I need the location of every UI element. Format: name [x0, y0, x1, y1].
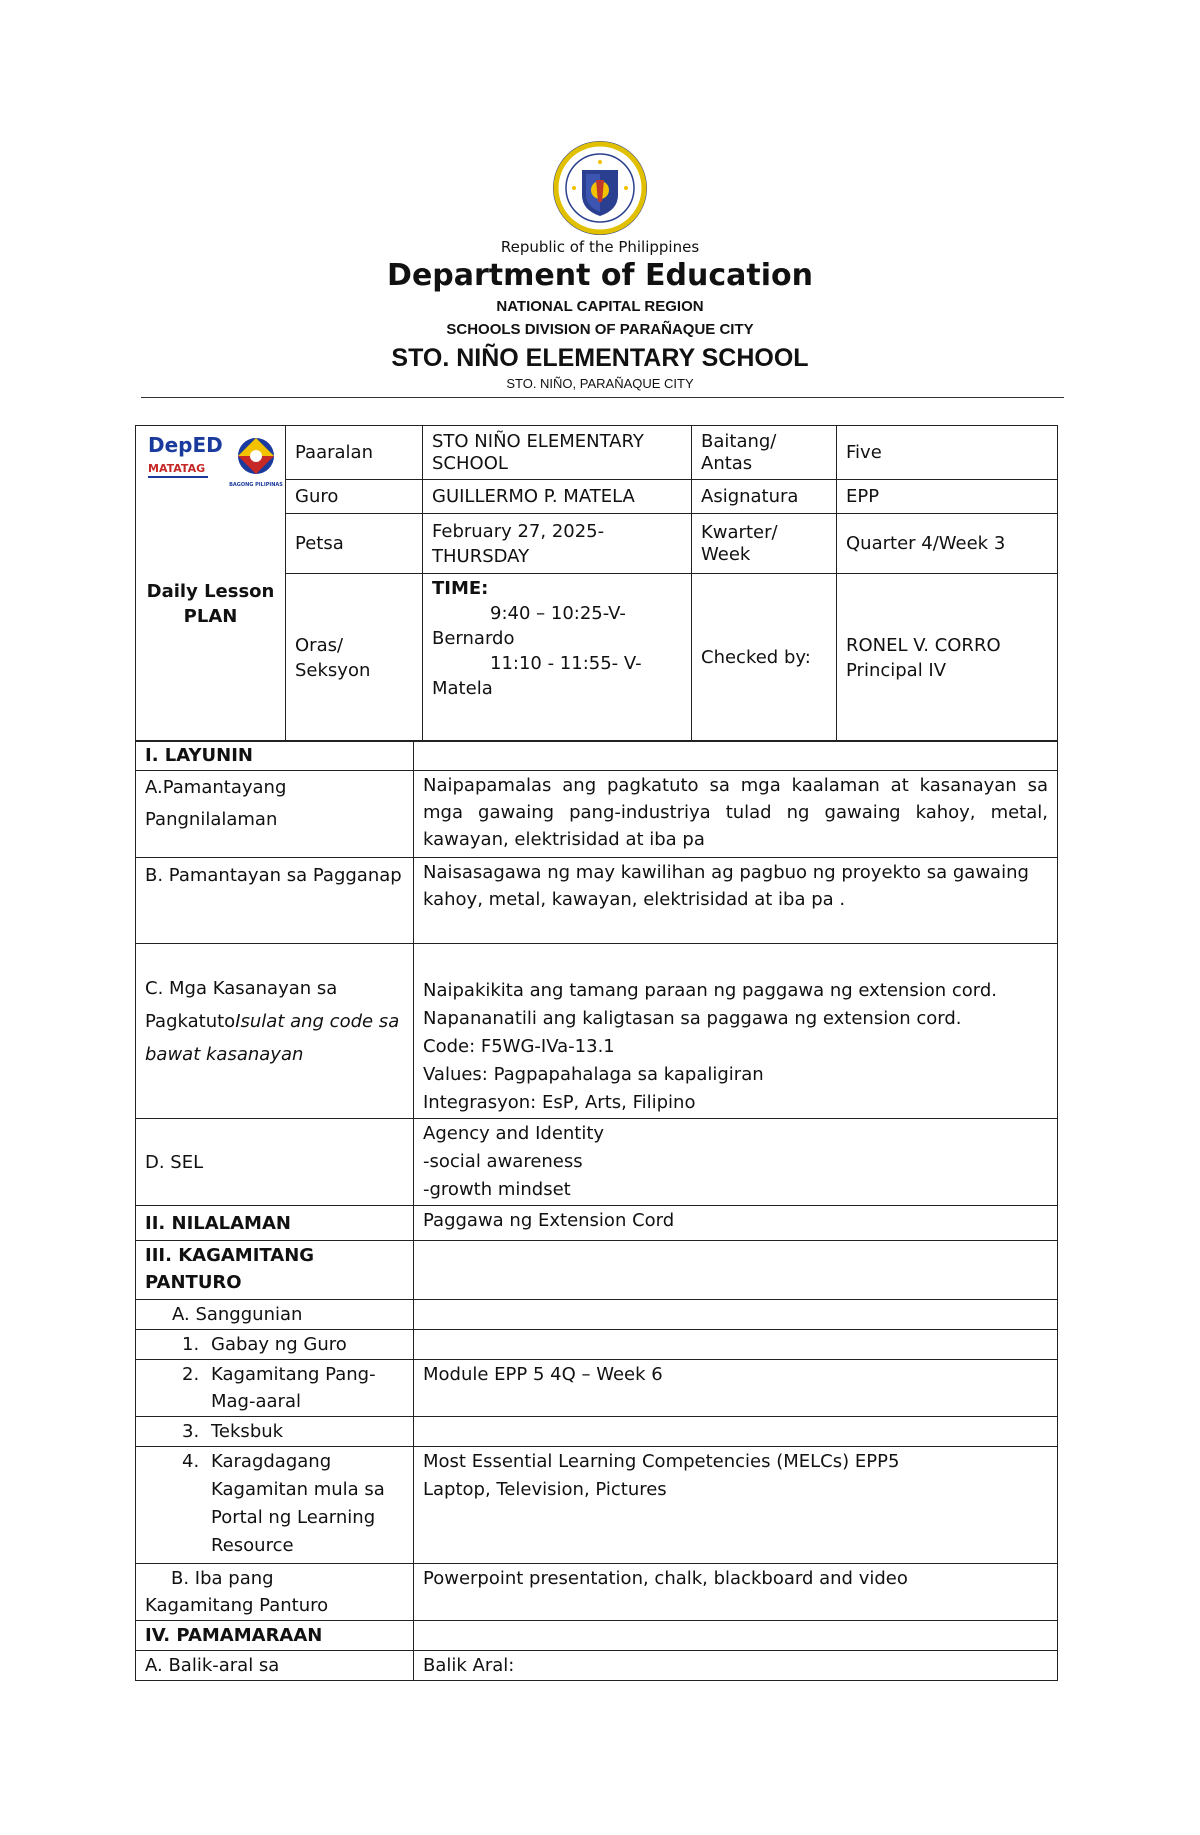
lesson-info-table — [135, 425, 1058, 742]
pamantayan-pagganap-label: B. Pamantayan sa Pagganap — [136, 858, 414, 944]
pamantayang-pangnilalaman-label: A.Pamantayang Pangnilalaman — [136, 771, 414, 858]
gabay-guro-number: 1. — [182, 1334, 200, 1355]
region-line: NATIONAL CAPITAL REGION — [496, 298, 704, 315]
iba-pang-kagamitan-line1: B. Iba pang — [171, 1568, 274, 1589]
gabay-guro-text: Gabay ng Guro — [211, 1334, 347, 1355]
svg-text:DepED: DepED — [148, 433, 223, 457]
teksbuk-value — [414, 1417, 1058, 1447]
checker-cell — [837, 574, 1058, 742]
karagdagang-kagamitan-label — [136, 1447, 414, 1564]
plan-title: Daily Lesson PLAN — [146, 580, 275, 627]
balik-aral-label: A. Balik-aral sa — [136, 1651, 414, 1681]
sel-label: D. SEL — [136, 1119, 414, 1206]
time-slot-2a: 11:10 - 11:55- V- — [490, 653, 642, 674]
time-heading: TIME: — [432, 578, 489, 599]
division-line: SCHOOLS DIVISION OF PARAÑAQUE CITY — [446, 321, 754, 338]
pamamaraan-value — [414, 1621, 1058, 1651]
time-slot-1b: Bernardo — [432, 628, 515, 649]
time-section-label: Oras/ Seksyon — [286, 574, 423, 742]
checker-title: Principal IV — [846, 659, 947, 681]
school-address: STO. NIÑO, PARAÑAQUE CITY — [506, 376, 694, 391]
grade-value: Five — [837, 426, 1058, 480]
quarter-value: Quarter 4/Week 3 — [837, 514, 1058, 574]
date-label: Petsa — [286, 514, 423, 574]
school-name: STO. NIÑO ELEMENTARY SCHOOL — [391, 344, 809, 372]
teksbuk-text: Teksbuk — [211, 1421, 284, 1442]
nilalaman-label: II. NILALAMAN — [136, 1206, 414, 1241]
layunin-value — [414, 741, 1058, 771]
pamamaraan-label: IV. PAMAMARAAN — [136, 1621, 414, 1651]
pamantayang-pangnilalaman-value: Naipapamalas ang pagkatuto sa mga kaalaman at kasanayan sa mga gawaing pang-industriya tulad ng gawaing kahoy, metal, kawayan, elektrisidad at iba pa — [414, 771, 1058, 858]
kagamitan-label: III. KAGAMITANG PANTURO — [136, 1241, 414, 1300]
department-title: Department of Education — [387, 258, 813, 293]
layunin-heading: I. LAYUNIN — [136, 741, 414, 771]
teacher-value: GUILLERMO P. MATELA — [423, 480, 692, 514]
svg-text:MATATAG: MATATAG — [148, 462, 206, 475]
kasanayan-label: C. Mga Kasanayan sa Pagkatuto — [145, 978, 338, 1032]
school-label: Paaralan — [286, 426, 423, 480]
time-slot-1a: 9:40 – 10:25-V- — [490, 603, 626, 624]
balik-aral-value: Balik Aral: — [414, 1651, 1058, 1681]
kasanayan-value: Naipakikita ang tamang paraan ng paggawa ng extension cord. Napananatili ang kaligtasan sa paggawa ng extension cord. Code: F5WG-IVa-13.1 Values: Pagpapahalaga sa kapaligiran Integrasyon: EsP, Arts, Filipino — [414, 944, 1058, 1119]
sanggunian-label: A. Sanggunian — [136, 1300, 414, 1330]
time-value-cell — [423, 574, 692, 742]
sanggunian-value — [414, 1300, 1058, 1330]
sel-value: Agency and Identity -social awareness -growth mindset — [414, 1119, 1058, 1206]
time-slot-2b: Matela — [432, 678, 493, 699]
iba-pang-kagamitan-value: Powerpoint presentation, chalk, blackboard and video — [414, 1564, 1058, 1621]
karagdagang-kagamitan-value: Most Essential Learning Competencies (MELCs) EPP5 Laptop, Television, Pictures — [414, 1447, 1058, 1564]
kagamitang-mag-aaral-number: 2. — [182, 1364, 200, 1385]
karagdagang-kagamitan-number: 4. — [182, 1451, 200, 1472]
subject-label: Asignatura — [692, 480, 837, 514]
checker-name: RONEL V. CORRO — [846, 634, 1001, 656]
gabay-guro-value — [414, 1330, 1058, 1360]
iba-pang-kagamitan-label — [136, 1564, 414, 1621]
lesson-content-table — [135, 740, 1058, 1681]
date-value: February 27, 2025-THURSDAY — [423, 514, 692, 574]
checked-label: Checked by: — [692, 574, 837, 742]
subject-value: EPP — [837, 480, 1058, 514]
teacher-label: Guro — [286, 480, 423, 514]
teksbuk-number: 3. — [182, 1421, 200, 1442]
quarter-label: Kwarter/ Week — [692, 514, 837, 574]
teksbuk-label — [136, 1417, 414, 1447]
pamantayan-pagganap-value: Naisasagawa ng may kawilihan ag pagbuo ng proyekto sa gawaing kahoy, metal, kawayan, elektrisidad at iba pa . — [414, 858, 1058, 944]
kagamitang-mag-aaral-value: Module EPP 5 4Q – Week 6 — [414, 1360, 1058, 1417]
kagamitan-value — [414, 1241, 1058, 1300]
kagamitang-mag-aaral-label — [136, 1360, 414, 1417]
header-divider — [141, 397, 1064, 398]
gabay-guro-label — [136, 1330, 414, 1360]
karagdagang-kagamitan-text: Karagdagang Kagamitan mula sa Portal ng Learning Resource — [211, 1451, 385, 1556]
nilalaman-value: Paggawa ng Extension Cord — [414, 1206, 1058, 1241]
plan-title-cell — [136, 426, 286, 742]
deped-seal-logo — [552, 140, 648, 236]
kasanayan-label-cell — [136, 944, 414, 1119]
republic-line: Republic of the Philippines — [500, 238, 700, 256]
school-value: STO NIÑO ELEMENTARY SCHOOL — [423, 426, 692, 480]
grade-label: Baitang/ Antas — [692, 426, 837, 480]
svg-text:BAGONG PILIPINAS: BAGONG PILIPINAS — [229, 482, 283, 488]
deped-matatag-logo — [144, 430, 284, 492]
iba-pang-kagamitan-line2: Kagamitang Panturo — [145, 1595, 329, 1616]
kasanayan-note: Isulat ang code sa bawat kasanayan — [145, 1011, 400, 1065]
kagamitang-mag-aaral-text: Kagamitang Pang-Mag-aaral — [211, 1364, 376, 1412]
